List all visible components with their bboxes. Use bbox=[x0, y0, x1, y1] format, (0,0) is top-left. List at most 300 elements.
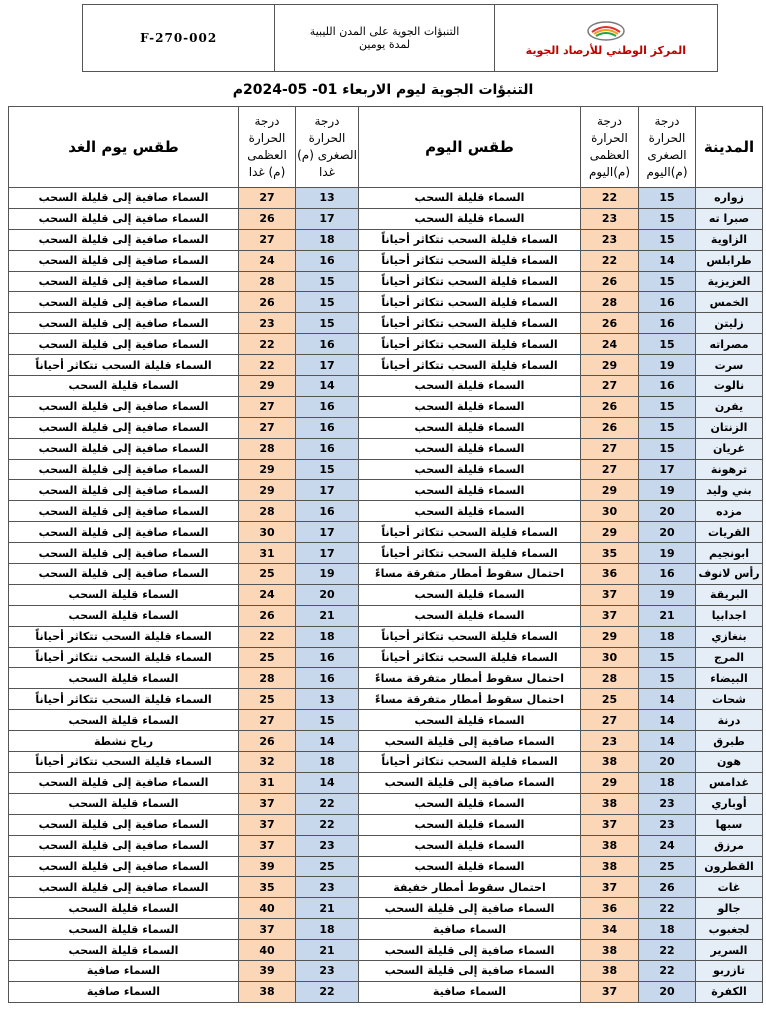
tomorrow-weather-cell: السماء صافية إلى قليلة السحب bbox=[9, 772, 239, 793]
today-max-cell: 34 bbox=[581, 919, 639, 940]
tomorrow-max-cell: 23 bbox=[239, 313, 296, 334]
city-cell: بني وليد bbox=[696, 480, 763, 501]
today-min-cell: 22 bbox=[639, 940, 696, 961]
today-max-cell: 22 bbox=[581, 188, 639, 209]
today-weather-cell: احتمال سقوط أمطار متفرقة مساءً bbox=[359, 689, 581, 710]
today-min-cell: 14 bbox=[639, 689, 696, 710]
city-cell: أوباري bbox=[696, 793, 763, 814]
table-row bbox=[9, 835, 763, 856]
tomorrow-min-cell: 15 bbox=[296, 710, 359, 731]
table-row bbox=[9, 229, 763, 250]
today-max-cell: 38 bbox=[581, 960, 639, 981]
today-min-cell: 14 bbox=[639, 731, 696, 752]
today-max-cell: 29 bbox=[581, 480, 639, 501]
today-weather-cell: احتمال سقوط أمطار متفرقة مساءً bbox=[359, 564, 581, 585]
tomorrow-weather-cell: رياح نشطة bbox=[9, 731, 239, 752]
tomorrow-max-cell: 26 bbox=[239, 208, 296, 229]
today-weather-cell: السماء قليلة السحب bbox=[359, 793, 581, 814]
table-row bbox=[9, 250, 763, 271]
header-description bbox=[275, 5, 494, 71]
tomorrow-weather-cell: السماء قليلة السحب تتكاثر أحياناً bbox=[9, 626, 239, 647]
tomorrow-weather-cell: السماء صافية إلى قليلة السحب bbox=[9, 480, 239, 501]
col-today-min: درجة الحرارة الصغرى (م)اليوم bbox=[639, 107, 696, 188]
tomorrow-min-cell: 19 bbox=[296, 564, 359, 585]
today-weather-cell: السماء قليلة السحب bbox=[359, 814, 581, 835]
today-weather-cell: السماء صافية إلى قليلة السحب bbox=[359, 940, 581, 961]
tomorrow-min-cell: 15 bbox=[296, 292, 359, 313]
city-cell: الخمس bbox=[696, 292, 763, 313]
today-max-cell: 23 bbox=[581, 731, 639, 752]
today-weather-cell: السماء قليلة السحب bbox=[359, 438, 581, 459]
city-cell: غريان bbox=[696, 438, 763, 459]
today-min-cell: 15 bbox=[639, 647, 696, 668]
today-weather-cell: السماء قليلة السحب تتكاثر أحياناً bbox=[359, 271, 581, 292]
tomorrow-max-cell: 22 bbox=[239, 626, 296, 647]
tomorrow-min-cell: 18 bbox=[296, 626, 359, 647]
tomorrow-min-cell: 16 bbox=[296, 647, 359, 668]
city-cell: مرزق bbox=[696, 835, 763, 856]
today-weather-cell: السماء قليلة السحب تتكاثر أحياناً bbox=[359, 355, 581, 376]
city-cell: زليتن bbox=[696, 313, 763, 334]
tomorrow-min-cell: 20 bbox=[296, 584, 359, 605]
tomorrow-weather-cell: السماء قليلة السحب تتكاثر أحياناً bbox=[9, 752, 239, 773]
tomorrow-weather-cell: السماء صافية إلى قليلة السحب bbox=[9, 292, 239, 313]
today-min-cell: 17 bbox=[639, 459, 696, 480]
city-cell: اجدابيا bbox=[696, 605, 763, 626]
table-row bbox=[9, 376, 763, 397]
city-cell: ابونجيم bbox=[696, 543, 763, 564]
tomorrow-min-cell: 22 bbox=[296, 793, 359, 814]
today-min-cell: 15 bbox=[639, 271, 696, 292]
tomorrow-weather-cell: السماء صافية إلى قليلة السحب bbox=[9, 313, 239, 334]
today-min-cell: 20 bbox=[639, 522, 696, 543]
tomorrow-max-cell: 28 bbox=[239, 501, 296, 522]
tomorrow-weather-cell: السماء قليلة السحب bbox=[9, 605, 239, 626]
tomorrow-max-cell: 22 bbox=[239, 334, 296, 355]
tomorrow-weather-cell: السماء صافية إلى قليلة السحب bbox=[9, 271, 239, 292]
today-max-cell: 26 bbox=[581, 417, 639, 438]
tomorrow-max-cell: 37 bbox=[239, 793, 296, 814]
table-row bbox=[9, 584, 763, 605]
tomorrow-max-cell: 39 bbox=[239, 960, 296, 981]
today-min-cell: 19 bbox=[639, 584, 696, 605]
tomorrow-weather-cell: السماء قليلة السحب bbox=[9, 376, 239, 397]
today-max-cell: 30 bbox=[581, 647, 639, 668]
tomorrow-min-cell: 18 bbox=[296, 919, 359, 940]
table-row bbox=[9, 668, 763, 689]
tomorrow-weather-cell: السماء قليلة السحب bbox=[9, 584, 239, 605]
today-weather-cell: السماء قليلة السحب bbox=[359, 459, 581, 480]
table-row bbox=[9, 877, 763, 898]
today-max-cell: 38 bbox=[581, 793, 639, 814]
today-weather-cell: السماء قليلة السحب bbox=[359, 584, 581, 605]
today-min-cell: 24 bbox=[639, 835, 696, 856]
today-weather-cell: السماء قليلة السحب bbox=[359, 605, 581, 626]
today-max-cell: 37 bbox=[581, 981, 639, 1002]
today-weather-cell: السماء قليلة السحب تتكاثر أحياناً bbox=[359, 752, 581, 773]
city-cell: يفرن bbox=[696, 396, 763, 417]
today-min-cell: 15 bbox=[639, 229, 696, 250]
city-cell: لجغبوب bbox=[696, 919, 763, 940]
today-min-cell: 14 bbox=[639, 250, 696, 271]
tomorrow-weather-cell: السماء قليلة السحب bbox=[9, 793, 239, 814]
today-min-cell: 15 bbox=[639, 188, 696, 209]
today-min-cell: 22 bbox=[639, 898, 696, 919]
page-title: التنبؤات الجوية ليوم الاربعاء 01- 05-2024م bbox=[232, 82, 534, 98]
tomorrow-weather-cell: السماء صافية إلى قليلة السحب bbox=[9, 501, 239, 522]
col-today-weather: طقس اليوم bbox=[359, 107, 581, 188]
today-weather-cell: السماء صافية إلى قليلة السحب bbox=[359, 898, 581, 919]
tomorrow-min-cell: 15 bbox=[296, 459, 359, 480]
tomorrow-max-cell: 40 bbox=[239, 898, 296, 919]
today-max-cell: 36 bbox=[581, 898, 639, 919]
col-city: المدينة bbox=[696, 107, 763, 188]
today-max-cell: 29 bbox=[581, 355, 639, 376]
today-max-cell: 28 bbox=[581, 292, 639, 313]
today-max-cell: 26 bbox=[581, 313, 639, 334]
today-min-cell: 25 bbox=[639, 856, 696, 877]
tomorrow-max-cell: 37 bbox=[239, 814, 296, 835]
tomorrow-max-cell: 26 bbox=[239, 731, 296, 752]
city-cell: السرير bbox=[696, 940, 763, 961]
today-max-cell: 28 bbox=[581, 668, 639, 689]
tomorrow-weather-cell: السماء صافية إلى قليلة السحب bbox=[9, 835, 239, 856]
table-row bbox=[9, 355, 763, 376]
tomorrow-max-cell: 28 bbox=[239, 668, 296, 689]
tomorrow-weather-cell: السماء قليلة السحب تتكاثر أحياناً bbox=[9, 355, 239, 376]
today-max-cell: 38 bbox=[581, 856, 639, 877]
today-max-cell: 25 bbox=[581, 689, 639, 710]
table-row bbox=[9, 501, 763, 522]
tomorrow-max-cell: 39 bbox=[239, 856, 296, 877]
table-row bbox=[9, 459, 763, 480]
today-max-cell: 38 bbox=[581, 940, 639, 961]
tomorrow-max-cell: 37 bbox=[239, 919, 296, 940]
tomorrow-max-cell: 31 bbox=[239, 772, 296, 793]
city-cell: غات bbox=[696, 877, 763, 898]
tomorrow-min-cell: 22 bbox=[296, 814, 359, 835]
table-row bbox=[9, 564, 763, 585]
today-max-cell: 36 bbox=[581, 564, 639, 585]
city-cell: بنغازي bbox=[696, 626, 763, 647]
city-cell: سرت bbox=[696, 355, 763, 376]
forecast-rows bbox=[9, 188, 763, 1003]
table-row bbox=[9, 543, 763, 564]
tomorrow-min-cell: 21 bbox=[296, 898, 359, 919]
today-weather-cell: السماء قليلة السحب تتكاثر أحياناً bbox=[359, 626, 581, 647]
tomorrow-min-cell: 16 bbox=[296, 501, 359, 522]
today-weather-cell: السماء قليلة السحب bbox=[359, 710, 581, 731]
city-cell: جالو bbox=[696, 898, 763, 919]
tomorrow-max-cell: 38 bbox=[239, 981, 296, 1002]
today-weather-cell: السماء قليلة السحب bbox=[359, 501, 581, 522]
table-row bbox=[9, 731, 763, 752]
tomorrow-max-cell: 27 bbox=[239, 710, 296, 731]
today-max-cell: 29 bbox=[581, 626, 639, 647]
today-min-cell: 19 bbox=[639, 480, 696, 501]
tomorrow-min-cell: 16 bbox=[296, 668, 359, 689]
tomorrow-max-cell: 37 bbox=[239, 835, 296, 856]
today-weather-cell: السماء قليلة السحب bbox=[359, 188, 581, 209]
tomorrow-min-cell: 14 bbox=[296, 376, 359, 397]
today-max-cell: 22 bbox=[581, 250, 639, 271]
today-weather-cell: السماء صافية إلى قليلة السحب bbox=[359, 731, 581, 752]
city-cell: البريقة bbox=[696, 584, 763, 605]
table-row bbox=[9, 898, 763, 919]
today-max-cell: 37 bbox=[581, 605, 639, 626]
today-max-cell: 23 bbox=[581, 208, 639, 229]
today-max-cell: 27 bbox=[581, 459, 639, 480]
col-tomorrow-min: درجة الحرارة الصغرى (م) غدا bbox=[296, 107, 359, 188]
table-row bbox=[9, 334, 763, 355]
tomorrow-max-cell: 27 bbox=[239, 417, 296, 438]
tomorrow-weather-cell: السماء صافية إلى قليلة السحب bbox=[9, 543, 239, 564]
city-cell: مصراته bbox=[696, 334, 763, 355]
city-cell: رأس لانوف bbox=[696, 564, 763, 585]
today-min-cell: 20 bbox=[639, 501, 696, 522]
today-weather-cell: السماء قليلة السحب bbox=[359, 208, 581, 229]
today-min-cell: 16 bbox=[639, 292, 696, 313]
tomorrow-weather-cell: السماء صافية إلى قليلة السحب bbox=[9, 438, 239, 459]
city-cell: المرج bbox=[696, 647, 763, 668]
today-min-cell: 18 bbox=[639, 772, 696, 793]
tomorrow-max-cell: 29 bbox=[239, 376, 296, 397]
tomorrow-max-cell: 25 bbox=[239, 647, 296, 668]
today-max-cell: 29 bbox=[581, 522, 639, 543]
tomorrow-max-cell: 24 bbox=[239, 584, 296, 605]
tomorrow-min-cell: 14 bbox=[296, 772, 359, 793]
today-weather-cell: السماء قليلة السحب تتكاثر أحياناً bbox=[359, 229, 581, 250]
today-min-cell: 19 bbox=[639, 543, 696, 564]
today-max-cell: 38 bbox=[581, 835, 639, 856]
tomorrow-min-cell: 25 bbox=[296, 856, 359, 877]
city-cell: سبها bbox=[696, 814, 763, 835]
tomorrow-weather-cell: السماء صافية إلى قليلة السحب bbox=[9, 334, 239, 355]
today-min-cell: 20 bbox=[639, 981, 696, 1002]
today-min-cell: 15 bbox=[639, 438, 696, 459]
tomorrow-min-cell: 18 bbox=[296, 229, 359, 250]
tomorrow-min-cell: 15 bbox=[296, 313, 359, 334]
col-tomorrow-max: درجة الحرارة العظمى (م) غدا bbox=[239, 107, 296, 188]
tomorrow-min-cell: 23 bbox=[296, 877, 359, 898]
tomorrow-min-cell: 18 bbox=[296, 752, 359, 773]
table-row bbox=[9, 960, 763, 981]
city-cell: الكفرة bbox=[696, 981, 763, 1002]
table-row bbox=[9, 522, 763, 543]
today-min-cell: 21 bbox=[639, 605, 696, 626]
tomorrow-max-cell: 29 bbox=[239, 459, 296, 480]
description-line-1: التنبؤات الجوية على المدن الليبية bbox=[309, 25, 460, 38]
tomorrow-min-cell: 17 bbox=[296, 543, 359, 564]
city-cell: ترهونة bbox=[696, 459, 763, 480]
tomorrow-weather-cell: السماء صافية إلى قليلة السحب bbox=[9, 396, 239, 417]
city-cell: هون bbox=[696, 752, 763, 773]
today-weather-cell: احتمال سقوط أمطار خفيفة bbox=[359, 877, 581, 898]
today-min-cell: 19 bbox=[639, 355, 696, 376]
tomorrow-min-cell: 17 bbox=[296, 355, 359, 376]
tomorrow-min-cell: 16 bbox=[296, 250, 359, 271]
tomorrow-max-cell: 26 bbox=[239, 605, 296, 626]
col-today-max: درجة الحرارة العظمى (م)اليوم bbox=[581, 107, 639, 188]
table-row bbox=[9, 396, 763, 417]
tomorrow-min-cell: 17 bbox=[296, 480, 359, 501]
organization-name: المركز الوطني للأرصاد الجوية bbox=[525, 43, 687, 57]
city-cell: العزيزية bbox=[696, 271, 763, 292]
tomorrow-max-cell: 32 bbox=[239, 752, 296, 773]
today-max-cell: 37 bbox=[581, 877, 639, 898]
tomorrow-min-cell: 13 bbox=[296, 188, 359, 209]
city-cell: القريات bbox=[696, 522, 763, 543]
tomorrow-weather-cell: السماء قليلة السحب bbox=[9, 710, 239, 731]
tomorrow-max-cell: 27 bbox=[239, 229, 296, 250]
tomorrow-min-cell: 17 bbox=[296, 522, 359, 543]
table-row bbox=[9, 188, 763, 209]
table-row bbox=[9, 313, 763, 334]
tomorrow-max-cell: 22 bbox=[239, 355, 296, 376]
today-weather-cell: السماء قليلة السحب bbox=[359, 835, 581, 856]
tomorrow-max-cell: 28 bbox=[239, 271, 296, 292]
today-max-cell: 37 bbox=[581, 584, 639, 605]
tomorrow-min-cell: 17 bbox=[296, 208, 359, 229]
tomorrow-weather-cell: السماء صافية bbox=[9, 960, 239, 981]
today-weather-cell: السماء قليلة السحب تتكاثر أحياناً bbox=[359, 250, 581, 271]
today-min-cell: 18 bbox=[639, 626, 696, 647]
tomorrow-max-cell: 27 bbox=[239, 396, 296, 417]
city-cell: البيضاء bbox=[696, 668, 763, 689]
tomorrow-max-cell: 27 bbox=[239, 188, 296, 209]
table-row bbox=[9, 626, 763, 647]
table-row bbox=[9, 814, 763, 835]
table-row bbox=[9, 480, 763, 501]
today-weather-cell: السماء قليلة السحب تتكاثر أحياناً bbox=[359, 292, 581, 313]
today-min-cell: 20 bbox=[639, 752, 696, 773]
tomorrow-min-cell: 16 bbox=[296, 334, 359, 355]
city-cell: صبرا ته bbox=[696, 208, 763, 229]
tomorrow-weather-cell: السماء صافية إلى قليلة السحب bbox=[9, 564, 239, 585]
today-min-cell: 23 bbox=[639, 793, 696, 814]
table-row bbox=[9, 605, 763, 626]
tomorrow-max-cell: 26 bbox=[239, 292, 296, 313]
tomorrow-weather-cell: السماء صافية إلى قليلة السحب bbox=[9, 459, 239, 480]
today-max-cell: 35 bbox=[581, 543, 639, 564]
table-row bbox=[9, 710, 763, 731]
tomorrow-weather-cell: السماء قليلة السحب bbox=[9, 668, 239, 689]
forecast-table bbox=[8, 106, 763, 1003]
organization-block bbox=[495, 5, 717, 71]
table-row bbox=[9, 793, 763, 814]
table-row bbox=[9, 647, 763, 668]
today-min-cell: 14 bbox=[639, 710, 696, 731]
today-min-cell: 15 bbox=[639, 396, 696, 417]
today-weather-cell: السماء قليلة السحب bbox=[359, 417, 581, 438]
today-min-cell: 15 bbox=[639, 417, 696, 438]
today-weather-cell: السماء قليلة السحب تتكاثر أحياناً bbox=[359, 543, 581, 564]
table-row bbox=[9, 271, 763, 292]
table-header-row bbox=[9, 107, 763, 188]
today-weather-cell: السماء قليلة السحب تتكاثر أحياناً bbox=[359, 522, 581, 543]
city-cell: الزاوية bbox=[696, 229, 763, 250]
today-max-cell: 30 bbox=[581, 501, 639, 522]
today-weather-cell: السماء صافية bbox=[359, 919, 581, 940]
today-max-cell: 23 bbox=[581, 229, 639, 250]
tomorrow-min-cell: 16 bbox=[296, 417, 359, 438]
tomorrow-max-cell: 40 bbox=[239, 940, 296, 961]
city-cell: تازربو bbox=[696, 960, 763, 981]
today-max-cell: 27 bbox=[581, 710, 639, 731]
tomorrow-weather-cell: السماء صافية إلى قليلة السحب bbox=[9, 877, 239, 898]
city-cell: غدامس bbox=[696, 772, 763, 793]
tomorrow-min-cell: 14 bbox=[296, 731, 359, 752]
today-min-cell: 22 bbox=[639, 960, 696, 981]
city-cell: القطرون bbox=[696, 856, 763, 877]
today-weather-cell: السماء قليلة السحب bbox=[359, 376, 581, 397]
today-min-cell: 18 bbox=[639, 919, 696, 940]
tomorrow-min-cell: 16 bbox=[296, 438, 359, 459]
form-code: F-270-002 bbox=[83, 5, 275, 71]
tomorrow-min-cell: 22 bbox=[296, 981, 359, 1002]
meteorology-logo-icon bbox=[586, 20, 626, 42]
today-max-cell: 38 bbox=[581, 752, 639, 773]
description-line-2: لمدة يومين bbox=[359, 38, 411, 51]
city-cell: الزنتان bbox=[696, 417, 763, 438]
today-max-cell: 37 bbox=[581, 814, 639, 835]
today-min-cell: 15 bbox=[639, 334, 696, 355]
today-weather-cell: السماء صافية إلى قليلة السحب bbox=[359, 960, 581, 981]
col-tomorrow-weather: طقس يوم الغد bbox=[9, 107, 239, 188]
today-max-cell: 29 bbox=[581, 772, 639, 793]
table-row bbox=[9, 940, 763, 961]
city-cell: طبرق bbox=[696, 731, 763, 752]
today-min-cell: 15 bbox=[639, 208, 696, 229]
tomorrow-min-cell: 23 bbox=[296, 835, 359, 856]
table-row bbox=[9, 752, 763, 773]
tomorrow-max-cell: 24 bbox=[239, 250, 296, 271]
table-row bbox=[9, 417, 763, 438]
tomorrow-weather-cell: السماء صافية إلى قليلة السحب bbox=[9, 208, 239, 229]
today-max-cell: 26 bbox=[581, 396, 639, 417]
today-max-cell: 27 bbox=[581, 376, 639, 397]
table-row bbox=[9, 981, 763, 1002]
city-cell: شحات bbox=[696, 689, 763, 710]
today-min-cell: 15 bbox=[639, 668, 696, 689]
today-min-cell: 16 bbox=[639, 564, 696, 585]
today-weather-cell: السماء قليلة السحب تتكاثر أحياناً bbox=[359, 334, 581, 355]
tomorrow-min-cell: 16 bbox=[296, 396, 359, 417]
table-row bbox=[9, 919, 763, 940]
tomorrow-weather-cell: السماء قليلة السحب bbox=[9, 898, 239, 919]
today-weather-cell: السماء قليلة السحب تتكاثر أحياناً bbox=[359, 313, 581, 334]
today-weather-cell: السماء صافية إلى قليلة السحب bbox=[359, 772, 581, 793]
tomorrow-weather-cell: السماء قليلة السحب bbox=[9, 919, 239, 940]
table-row bbox=[9, 208, 763, 229]
tomorrow-max-cell: 35 bbox=[239, 877, 296, 898]
tomorrow-weather-cell: السماء قليلة السحب bbox=[9, 940, 239, 961]
tomorrow-min-cell: 13 bbox=[296, 689, 359, 710]
tomorrow-weather-cell: السماء صافية إلى قليلة السحب bbox=[9, 188, 239, 209]
table-row bbox=[9, 689, 763, 710]
today-weather-cell: السماء قليلة السحب bbox=[359, 856, 581, 877]
table-row bbox=[9, 772, 763, 793]
table-row bbox=[9, 438, 763, 459]
tomorrow-weather-cell: السماء صافية إلى قليلة السحب bbox=[9, 417, 239, 438]
today-min-cell: 26 bbox=[639, 877, 696, 898]
tomorrow-weather-cell: السماء صافية إلى قليلة السحب bbox=[9, 522, 239, 543]
tomorrow-weather-cell: السماء قليلة السحب تتكاثر أحياناً bbox=[9, 689, 239, 710]
table-row bbox=[9, 856, 763, 877]
tomorrow-weather-cell: السماء صافية إلى قليلة السحب bbox=[9, 229, 239, 250]
today-min-cell: 16 bbox=[639, 313, 696, 334]
today-max-cell: 24 bbox=[581, 334, 639, 355]
